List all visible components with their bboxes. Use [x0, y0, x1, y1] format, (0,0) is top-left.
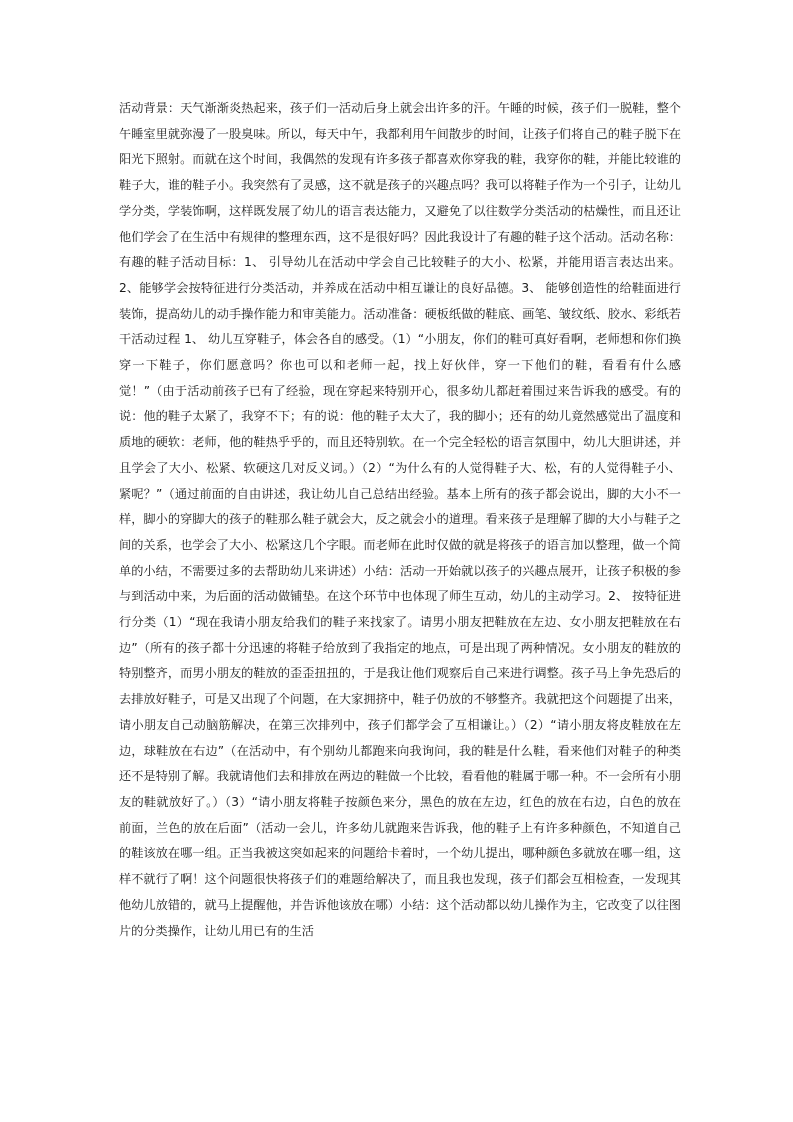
- body-paragraph: 活动背景：天气渐渐炎热起来，孩子们一活动后身上就会出许多的汗。午睡的时候，孩子们一脱鞋，整个午睡室里就弥漫了一股臭味。所以，每天中午，我都利用午间散步的时间，让孩子们将自己的鞋子脱下在阳光下照射。而就在这个时间，我偶然的发现有许多孩子都喜欢你穿我的鞋，我穿你的鞋，并能比较谁的鞋子大，谁的鞋子小。我突然有了灵感，这不就是孩子的兴趣点吗？我可以将鞋子作为一个引子，让幼儿学分类，学装饰啊，这样既发展了幼儿的语言表达能力，又避免了以往数学分类活动的枯燥性，而且还让他们学会了在生活中有规律的整理东西，这不是很好吗？因此我设计了有趣的鞋子这个活动。活动名称：有趣的鞋子活动目标：1、 引导幼儿在活动中学会自己比较鞋子的大小、松紧，并能用语言表达出来。2、能够学会按特征进行分类活动，并养成在活动中相互谦让的良好品德。3、 能够创造性的给鞋面进行装饰，提高幼儿的动手操作能力和审美能力。活动准备：硬板纸做的鞋底、画笔、皱纹纸、胶水、彩纸若干活动过程 1、 幼儿互穿鞋子，体会各自的感受。（1）“小朋友，你们的鞋可真好看啊，老师想和你们换穿一下鞋子，你们愿意吗？你也可以和老师一起，找上好伙伴，穿一下他们的鞋，看看有什么感觉！”（由于活动前孩子已有了经验，现在穿起来特别开心，很多幼儿都赶着围过来告诉我的感受。有的说：他的鞋子太紧了，我穿不下；有的说：他的鞋子太大了，我的脚小；还有的幼儿竟然感觉出了温度和质地的硬软：老师，他的鞋热乎乎的，而且还特别软。在一个完全轻松的语言氛围中，幼儿大胆讲述，并且学会了大小、松紧、软硬这几对反义词。）（2）“为什么有的人觉得鞋子大、松，有的人觉得鞋子小、紧呢？”（通过前面的自由讲述，我让幼儿自己总结出经验。基本上所有的孩子都会说出，脚的大小不一样，脚小的穿脚大的孩子的鞋那么鞋子就会大，反之就会小的道理。看来孩子是理解了脚的大小与鞋子之间的关系，也学会了大小、松紧这几个字眼。而老师在此时仅做的就是将孩子的语言加以整理，做一个简单的小结，不需要过多的去帮助幼儿来讲述）小结：活动一开始就以孩子的兴趣点展开，让孩子积极的参与到活动中来，为后面的活动做铺垫。在这个环节中也体现了师生互动，幼儿的主动学习。2、 按特征进行分类（1）“现在我请小朋友给我们的鞋子来找家了。请男小朋友把鞋放在左边、女小朋友把鞋放在右边”（所有的孩子都十分迅速的将鞋子给放到了我指定的地点，可是出现了两种情况。女小朋友的鞋放的特别整齐，而男小朋友的鞋放的歪歪扭扭的，于是我让他们观察后自己来进行调整。孩子马上争先恐后的去排放好鞋子，可是又出现了个问题，在大家拥挤中，鞋子仍放的不够整齐。我就把这个问题提了出来，请小朋友自己动脑筋解决，在第三次排列中，孩子们都学会了互相谦让。）（2）“请小朋友将皮鞋放在左边，球鞋放在右边”（在活动中，有个别幼儿都跑来向我询问，我的鞋是什么鞋，看来他们对鞋子的种类还不是特别了解。我就请他们去和排放在两边的鞋做一个比较，看看他的鞋属于哪一种。不一会所有小朋友的鞋就放好了。）（3）“请小朋友将鞋子按颜色来分，黑色的放在左边，红色的放在右边，白色的放在前面，兰色的放在后面”（活动一会儿，许多幼儿就跑来告诉我，他的鞋子上有许多种颜色，不知道自己的鞋该放在哪一组。正当我被这突如起来的问题给卡着时，一个幼儿提出，哪种颜色多就放在哪一组，这样不就行了啊！这个问题很快将孩子们的难题给解决了，而且我也发现，孩子们都会互相检查，一发现其他幼儿放错的，就马上提醒他，并告诉他该放在哪）小结：这个活动都以幼儿操作为主，它改变了以往图片的分类操作，让幼儿用已有的生活: [119, 101, 681, 938]
